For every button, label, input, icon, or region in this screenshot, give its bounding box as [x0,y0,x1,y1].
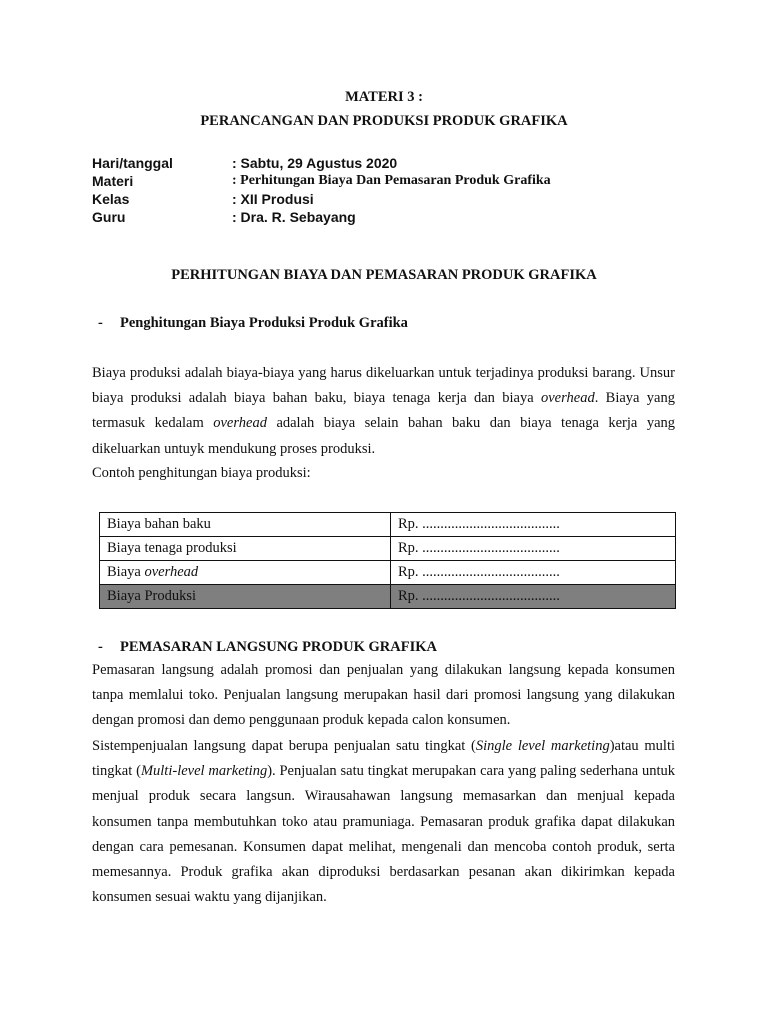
info-label: Guru [92,209,126,225]
italic-term: overhead [213,415,267,432]
info-row-teacher [92,208,692,226]
table-cell-value: Rp. ...................................... [391,537,676,561]
table-cell-label: Biaya Produksi [100,585,391,609]
info-value: : Perhitungan Biaya Dan Pemasaran Produk Grafika [232,173,551,188]
italic-term: overhead [144,564,199,580]
table-cell-value: Rp. ...................................... [391,585,676,609]
table-cell-value: Rp. ...................................... [391,513,676,537]
paragraph-text: Sistempenjualan langsung dapat berupa penjualan satu tingkat ( [92,738,476,754]
info-row-class [92,190,692,208]
bullet-dash: - [98,639,103,655]
paragraph-sales-levels [92,734,675,910]
subsection-title: PEMASARAN LANGSUNG PRODUK GRAFIKA [120,639,437,655]
paragraph-text: . Biaya yang termasuk kedalam [92,390,675,432]
info-label: Materi [92,173,134,189]
info-value: : XII Produsi [232,191,314,207]
paragraph-direct-marketing: Pemasaran langsung adalah promosi dan penjualan yang dilakukan langsung kepada konsumen tanpa memlalui toko. Penjualan langsung merupakan hasil dari promosi langsung yang dilakukan dengan promosi dan demo penggunaan produk kepada calon konsumen. [92,662,675,729]
document-title: MATERI 3 : [345,89,423,105]
label-text: Biaya [107,564,145,580]
table-cell-label: Biaya tenaga produksi [100,537,391,561]
subsection-heading-marketing [98,638,437,656]
info-value: : Sabtu, 29 Agustus 2020 [232,155,398,171]
italic-term: Single level marketing [475,738,610,754]
subsection-title: Penghitungan Biaya Produksi Produk Grafika [120,315,408,331]
example-label: Contoh penghitungan biaya produksi: [92,465,311,481]
info-row-date [92,154,692,172]
info-value: : Dra. R. Sebayang [232,209,356,225]
table-row [100,537,676,561]
table-row [100,513,676,537]
table-cell-label: Biaya bahan baku [100,513,391,537]
italic-term: Multi-level marketing [140,763,268,780]
info-label: Kelas [92,191,130,207]
table-row [100,561,676,585]
paragraph-text: )atau multi tingkat ( [92,738,676,780]
info-block [92,154,692,226]
paragraph-text: Biaya produksi adalah biaya-biaya yang harus dikeluarkan untuk terjadinya produksi barang. Unsur biaya produksi adalah biaya bahan baku, biaya tenaga kerja dan biaya [92,365,675,407]
table-row-total [100,585,676,609]
italic-term: overhead [541,390,595,407]
cost-table [99,512,676,609]
info-row-subject [92,172,692,190]
table-cell-label [100,561,391,585]
paragraph-text: adalah biaya selain bahan baku dan biaya tenaga kerja yang dikeluarkan untuyk mendukung proses produksi. [92,415,676,457]
subsection-heading-cost [98,314,408,332]
document-subtitle: PERANCANGAN DAN PRODUKSI PRODUK GRAFIKA [200,113,568,129]
info-label: Hari/tanggal [92,155,173,171]
bullet-dash: - [98,315,103,331]
paragraph-text: ). Penjualan satu tingkat merupakan cara yang paling sederhana untuk menjual produk secara langsun. Wirausahawan langsung memasarkan dan menjual kepada konsumen tanpa membutuhkan toko atau pramuniaga. Pemasaran produk grafika dapat dilakukan dengan cara pemesanan. Konsumen dapat melihat, mengenali dan mencoba contoh produk, serta memesannya. Produk grafika akan diproduksi berdasarkan pesanan akan dikirimkan kepada konsumen sesuai waktu yang dijanjikan. [92,763,676,906]
section-title: PERHITUNGAN BIAYA DAN PEMASARAN PRODUK GRAFIKA [171,267,597,283]
paragraph-production-cost [92,361,675,462]
table-cell-value: Rp. ...................................... [391,561,676,585]
